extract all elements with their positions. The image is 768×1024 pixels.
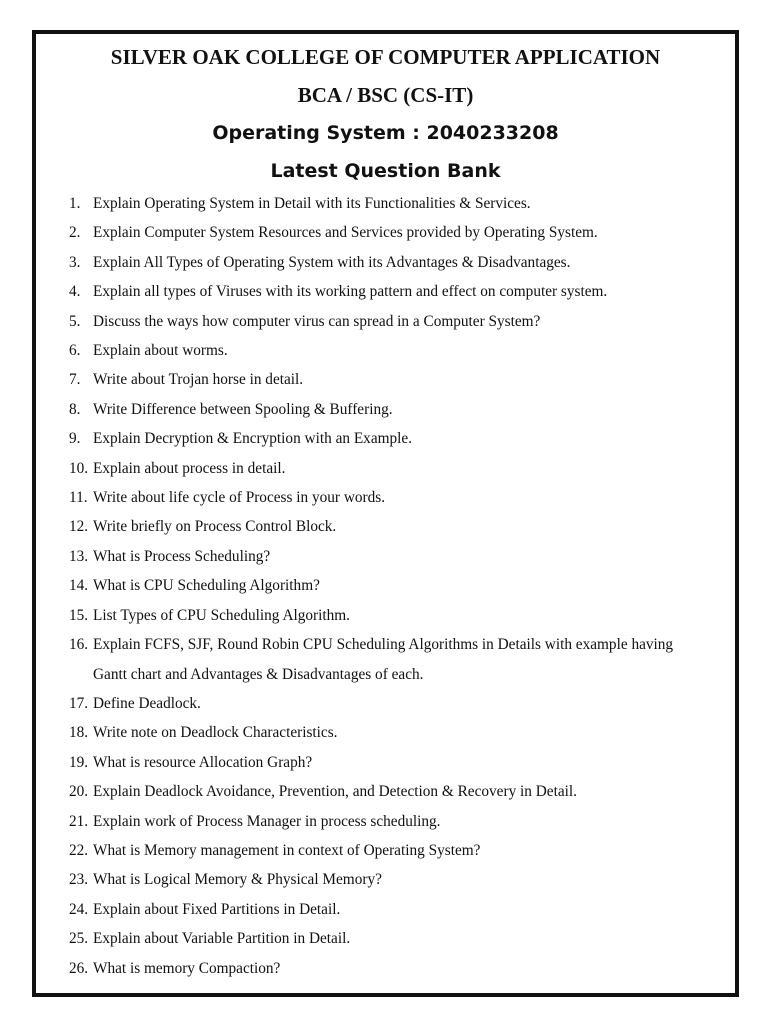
question-item [69,630,719,689]
document-title: Latest Question Bank [270,160,501,182]
question-text: Explain all types of Viruses with its working pattern and effect on computer system. [93,283,608,301]
question-item [69,954,719,983]
question-item [69,454,719,483]
question-text: What is resource Allocation Graph? [93,753,313,771]
question-item [69,895,719,924]
question-item [69,218,719,247]
question-text: Define Deadlock. [93,694,201,712]
question-text: What is Process Scheduling? [93,547,271,565]
question-number: 7. [69,371,81,389]
question-number: 12. [69,518,89,536]
question-number: 5. [69,312,81,330]
question-number: 26. [69,959,89,977]
question-text: Write about life cycle of Process in your words. [93,489,386,507]
question-number: 11. [69,489,88,507]
question-item [69,512,719,541]
question-number: 10. [69,459,89,477]
question-number: 13. [69,547,89,565]
question-text: List Types of CPU Scheduling Algorithm. [93,606,350,624]
question-number: 19. [69,753,89,771]
question-item [69,689,719,718]
question-text: Discuss the ways how computer virus can spread in a Computer System? [93,312,541,330]
question-text: Explain FCFS, SJF, Round Robin CPU Scheduling Algorithms in Details with example having Gantt chart and Advantages & Disadvantages of each. [93,636,674,683]
document-header [36,38,735,190]
question-item [69,189,719,218]
question-number: 6. [69,342,81,360]
question-number: 3. [69,253,81,271]
question-item [69,807,719,836]
question-text: Explain about Variable Partition in Detail. [93,930,351,948]
question-number: 25. [69,930,89,948]
question-text: Explain about worms. [93,342,228,360]
question-item [69,865,719,894]
question-item [69,395,719,424]
question-number: 21. [69,812,89,830]
question-text: Explain about Fixed Partitions in Detail. [93,900,341,918]
question-item [69,542,719,571]
question-number: 24. [69,900,89,918]
question-text: Explain work of Process Manager in process scheduling. [93,812,441,830]
college-name: SILVER OAK COLLEGE OF COMPUTER APPLICATION [110,45,661,69]
question-number: 9. [69,430,81,448]
question-number: 18. [69,724,89,742]
question-item [69,248,719,277]
question-text: Write note on Deadlock Characteristics. [93,724,338,742]
question-number: 14. [69,577,89,595]
question-text: What is CPU Scheduling Algorithm? [93,577,320,595]
question-number: 2. [69,224,81,242]
question-text: Explain Operating System in Detail with its Functionalities & Services. [93,195,531,212]
question-number: 15. [69,606,89,624]
question-number: 20. [69,783,89,801]
question-text: What is Memory management in context of Operating System? [93,841,481,859]
question-text: What is Logical Memory & Physical Memory? [93,871,382,889]
question-text: Explain All Types of Operating System with its Advantages & Disadvantages. [93,253,571,271]
subject-title: Operating System : 2040233208 [212,122,559,144]
question-number: 1. [69,195,81,212]
question-text: Write Difference between Spooling & Buffering. [93,400,393,418]
question-list [69,189,719,983]
question-text: Write briefly on Process Control Block. [93,518,337,536]
question-item [69,571,719,600]
question-text: What is memory Compaction? [93,959,281,977]
question-item [69,924,719,953]
question-item [69,424,719,453]
question-item [69,718,719,747]
question-item [69,836,719,865]
question-text: Explain Computer System Resources and Services provided by Operating System. [93,224,598,242]
question-number: 22. [69,841,89,859]
question-item [69,307,719,336]
question-item [69,748,719,777]
question-text: Explain Deadlock Avoidance, Prevention, and Detection & Recovery in Detail. [93,783,577,801]
question-number: 23. [69,871,89,889]
question-item [69,777,719,806]
question-text: Write about Trojan horse in detail. [93,371,304,389]
question-item [69,336,719,365]
course-name: BCA / BSC (CS-IT) [297,83,474,107]
question-item [69,483,719,512]
question-text: Explain Decryption & Encryption with an Example. [93,430,413,448]
question-text: Explain about process in detail. [93,459,286,477]
question-number: 16. [69,636,89,654]
question-item [69,365,719,394]
question-item [69,277,719,306]
question-number: 4. [69,283,81,301]
question-item [69,601,719,630]
question-number: 17. [69,694,89,712]
question-number: 8. [69,400,81,418]
